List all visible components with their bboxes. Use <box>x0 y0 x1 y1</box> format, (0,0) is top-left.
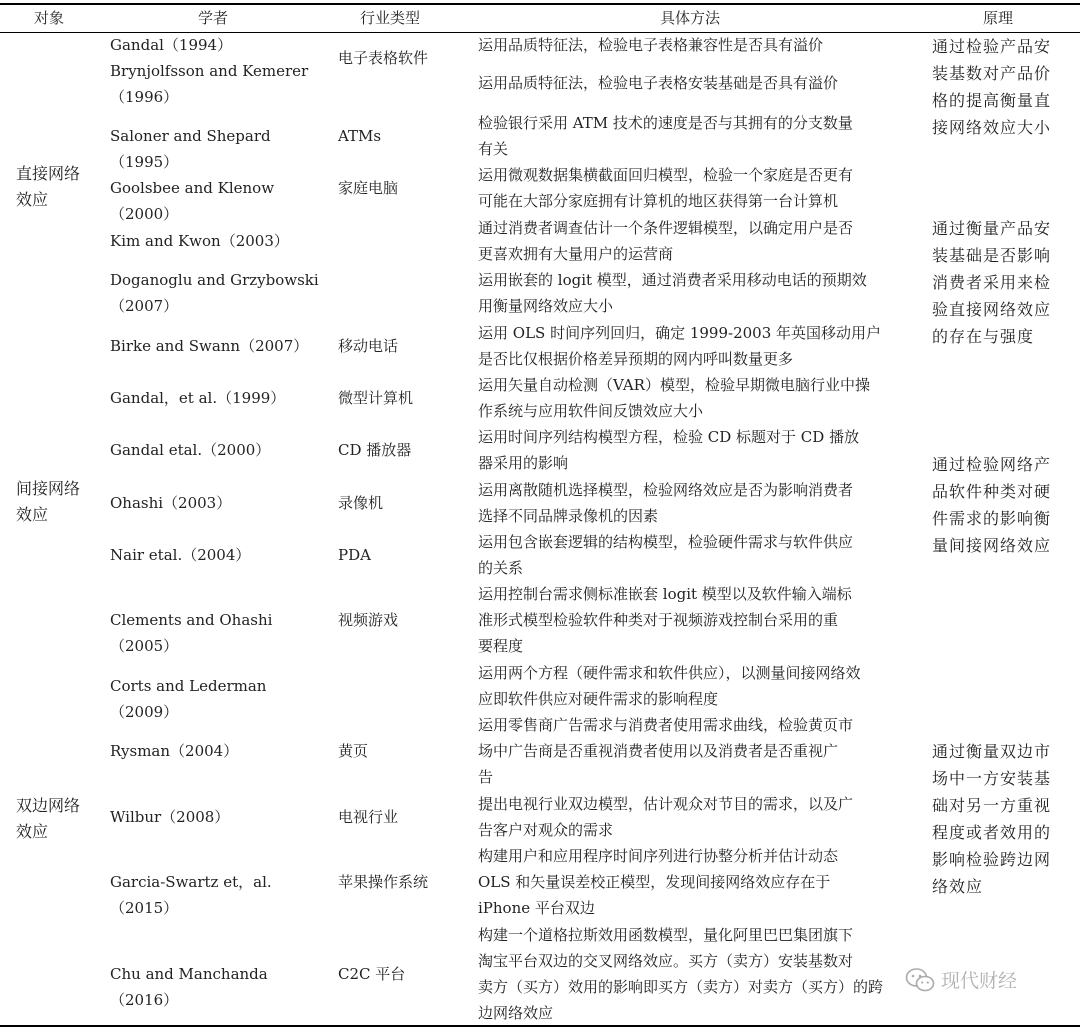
method-cell: 运用品质特征法，检验电子表格兼容性是否具有溢价 <box>478 36 824 54</box>
scholar-cell: Wilbur（2008） <box>110 808 230 826</box>
industry-cell: 电视行业 <box>338 808 399 826</box>
wechat-icon <box>905 967 935 993</box>
principle-cell: 通过检验产品安 装基数对产品价 格的提高衡量直 接网络效应大小 <box>932 37 1052 137</box>
method-cell: 运用包含嵌套逻辑的结构模型，检验硬件需求与软件供应 的关系 <box>478 533 854 577</box>
scholar-cell: Corts and Lederman（2009） <box>110 677 267 721</box>
industry-cell: 移动电话 <box>338 337 399 355</box>
header-industry: 行业类型 <box>360 9 421 27</box>
method-cell: 运用两个方程（硬件需求和软件供应），以测量间接网络效 应即软件供应对硬件需求的影响程度 <box>478 664 861 708</box>
industry-cell: 视频游戏 <box>338 611 399 629</box>
scholar-cell: Chu and Manchanda（2016） <box>110 965 268 1009</box>
header-group: 对象 <box>34 9 65 27</box>
scholar-cell: Ohashi（2003） <box>110 494 232 512</box>
scholar-cell: Saloner and Shepard（1995） <box>110 127 271 171</box>
scholar-cell: Gandal，et al.（1999） <box>110 389 286 407</box>
scholar-cell: Clements and Ohashi（2005） <box>110 611 273 655</box>
method-cell: 运用品质特征法，检验电子表格安装基础是否具有溢价 <box>478 74 839 92</box>
industry-cell: 电子表格软件 <box>338 49 429 67</box>
principle-cell: 通过检验网络产 品软件种类对硬 件需求的影响衡 量间接网络效应 <box>932 455 1052 555</box>
scholar-cell: Garcia-Swartz et，al.（2015） <box>110 873 272 917</box>
scholar-cell: Gandal etal.（2000） <box>110 441 271 459</box>
group-indirect-label: 间接网络 效应 <box>16 479 81 524</box>
header-principle: 原理 <box>983 9 1014 27</box>
method-cell: 构建一个道格拉斯效用函数模型，量化阿里巴巴集团旗下 淘宝平台双边的交叉网络效应。买方（卖方）安装基数对 卖方（买方）效用的影响即买方（卖方）对卖方（买方）的跨 边网络效应 <box>478 926 884 1022</box>
industry-cell: PDA <box>338 546 371 564</box>
industry-cell: 黄页 <box>338 742 369 760</box>
method-cell: 通过消费者调查估计一个条件逻辑模型，以确定用户是否 更喜欢拥有大量用户的运营商 <box>478 219 854 263</box>
method-cell: 运用矢量自动检测（VAR）模型，检验早期微电脑行业中操 作系统与应用软件间反馈效应大小 <box>478 376 870 420</box>
scholar-cell: Rysman（2004） <box>110 742 239 760</box>
group-two-sided-label: 双边网络 效应 <box>16 796 81 841</box>
industry-cell: 微型计算机 <box>338 389 414 407</box>
header-scholar: 学者 <box>198 9 229 27</box>
method-cell: 运用零售商广告需求与消费者使用需求曲线，检验黄页市 场中广告商是否重视消费者使用以及消费者是否重视广 告 <box>478 716 854 786</box>
method-cell: 提出电视行业双边模型，估计观众对节目的需求，以及广 告客户对观众的需求 <box>478 795 854 839</box>
principle-cell: 通过衡量产品安 装基础是否影响 消费者采用来检 验直接网络效应 的存在与强度 <box>932 219 1052 346</box>
group-direct-label: 直接网络 效应 <box>16 164 81 209</box>
scholar-cell: Nair etal.（2004） <box>110 546 251 564</box>
industry-cell: 录像机 <box>338 494 384 512</box>
method-cell: 运用时间序列结构模型方程，检验 CD 标题对于 CD 播放 器采用的影响 <box>478 428 860 472</box>
scholar-cell: Gandal（1994） <box>110 36 233 54</box>
method-cell: 运用 OLS 时间序列回归，确定 1999-2003 年英国移动用户 是否比仅根据价格差异预期的网内呼叫数量更多 <box>478 324 882 368</box>
watermark <box>905 966 1017 993</box>
scholar-cell: Brynjolfsson and Kemerer （1996） <box>110 62 309 106</box>
table-top-rule <box>0 3 1080 5</box>
scholar-cell: Doganoglu and Grzybowski （2007） <box>110 271 319 315</box>
industry-cell: C2C 平台 <box>338 965 406 983</box>
scholar-cell: Goolsbee and Klenow（2000） <box>110 179 275 223</box>
method-cell: 运用控制台需求侧标准嵌套 logit 模型以及软件输入端标 准形式模型检验软件种类对于视频游戏控制台采用的重 要程度 <box>478 585 852 655</box>
industry-cell: CD 播放器 <box>338 441 412 459</box>
scholar-cell: Birke and Swann（2007） <box>110 337 309 355</box>
principle-cell: 通过衡量双边市 场中一方安装基 础对另一方重视 程度或者效用的 影响检验跨边网 络效应 <box>932 742 1052 896</box>
method-cell: 检验银行采用 ATM 技术的速度是否与其拥有的分支数量 有关 <box>478 114 853 158</box>
method-cell: 运用微观数据集横截面回归模型，检验一个家庭是否更有 可能在大部分家庭拥有计算机的地区获得第一台计算机 <box>478 166 854 210</box>
watermark-text: 现代财经 <box>941 970 1018 992</box>
industry-cell: 家庭电脑 <box>338 179 399 197</box>
industry-cell: 苹果操作系统 <box>338 873 429 891</box>
method-cell: 运用嵌套的 logit 模型，通过消费者采用移动电话的预期效 用衡量网络效应大小 <box>478 271 867 315</box>
method-cell: 构建用户和应用程序时间序列进行协整分析并估计动态 OLS 和矢量误差校正模型，发现间接网络效应存在于 iPhone 平台双边 <box>478 847 839 917</box>
method-cell: 运用离散随机选择模型，检验网络效应是否为影响消费者 选择不同品牌录像机的因素 <box>478 481 854 525</box>
scholar-cell: Kim and Kwon（2003） <box>110 232 289 250</box>
industry-cell: ATMs <box>338 127 382 145</box>
header-method: 具体方法 <box>660 9 721 27</box>
